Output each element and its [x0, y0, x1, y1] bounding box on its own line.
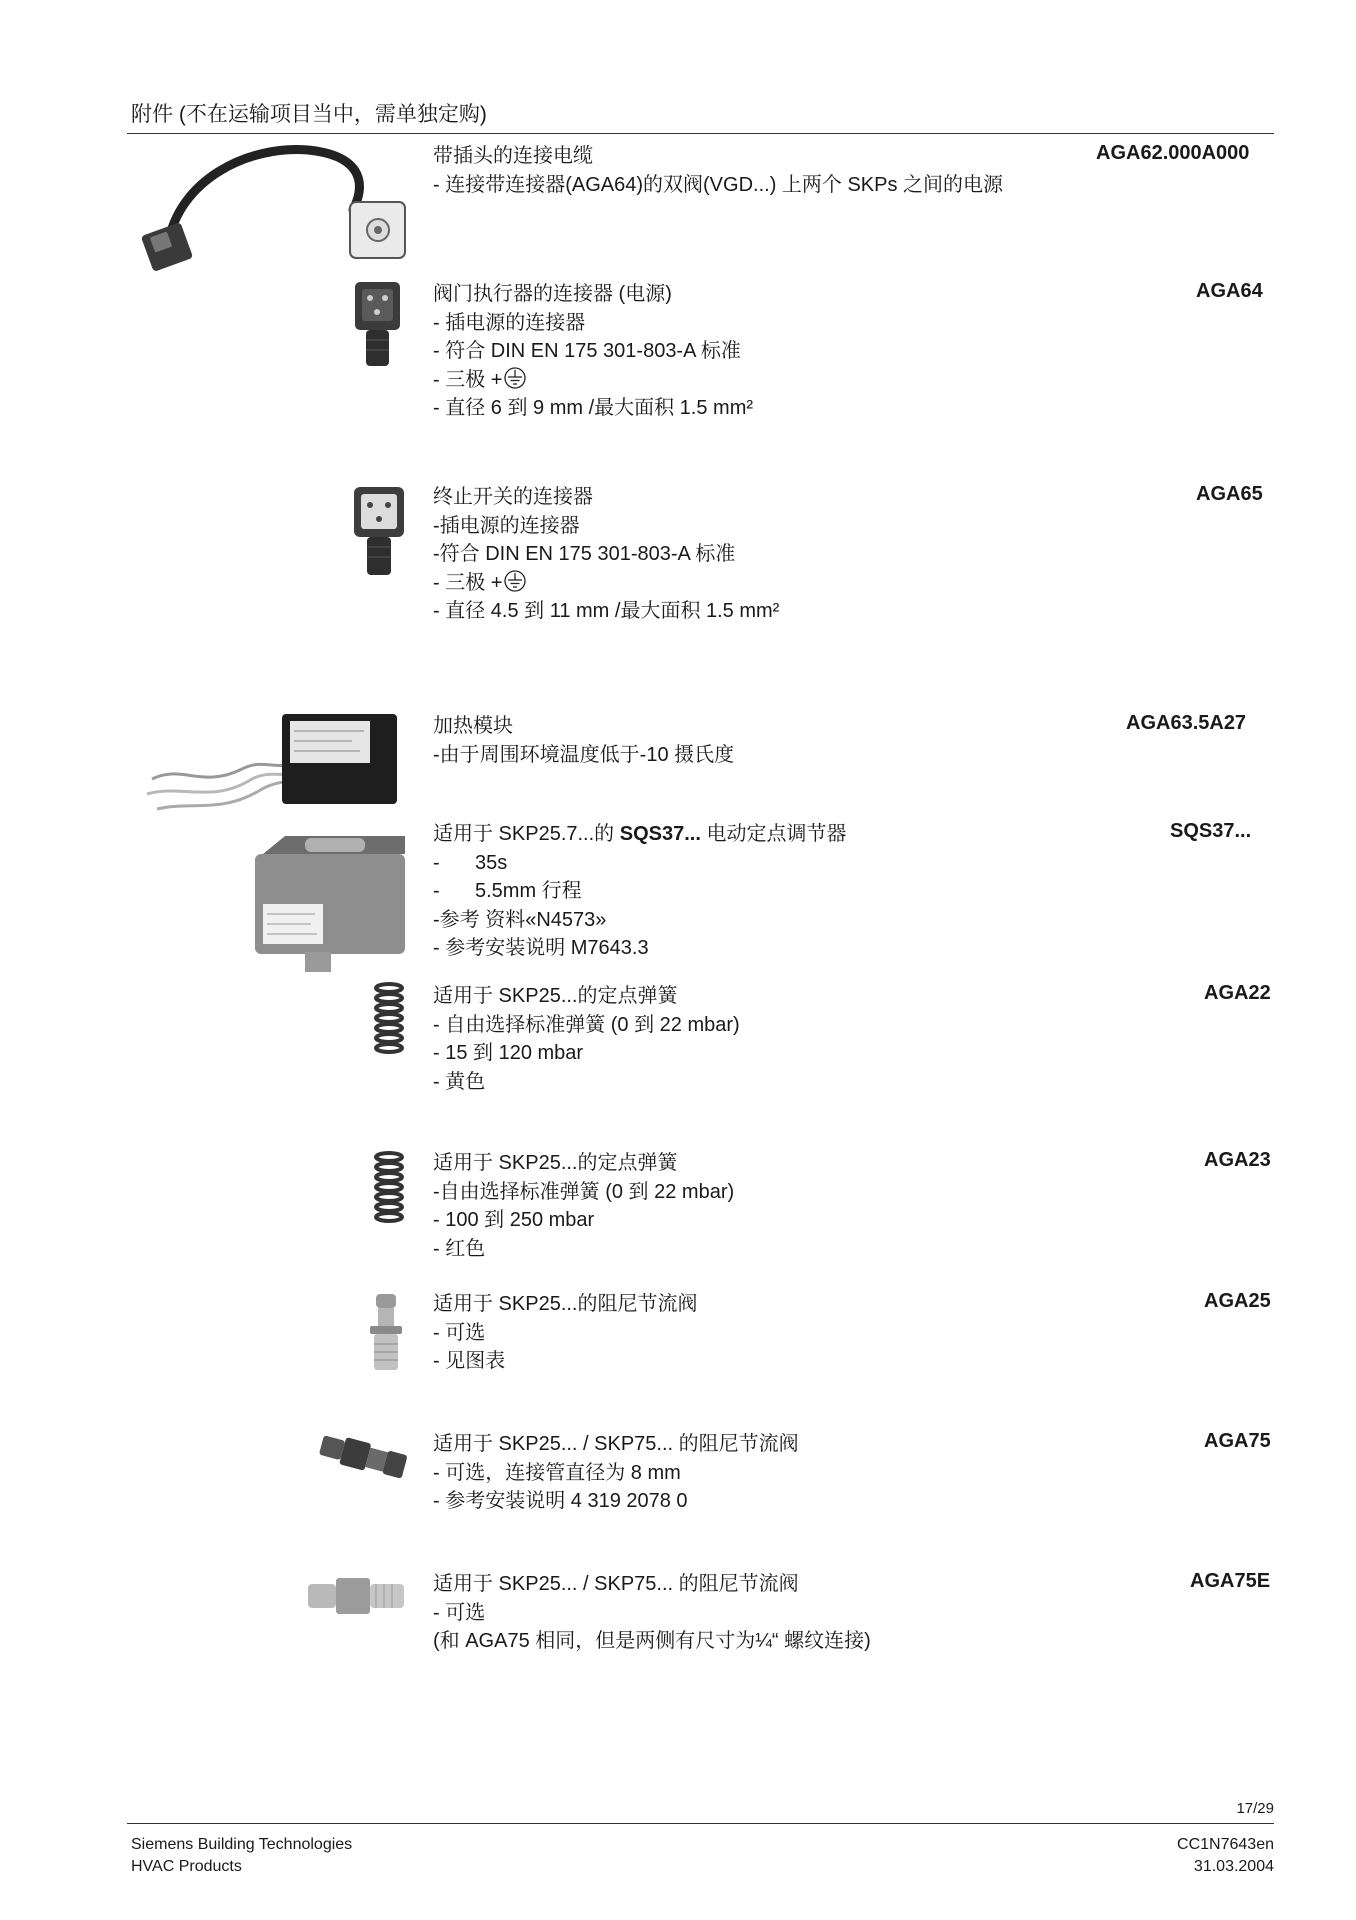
spring-yellow-image: [372, 982, 406, 1060]
item-detail: - 可选，连接管直径为 8 mm: [433, 1461, 681, 1484]
item-title: 适用于 SKP25... / SKP75... 的阻尼节流阀: [433, 1573, 799, 1595]
item-title: [433, 820, 846, 849]
item-detail: -由于周围环境温度低于-10 摄氏度: [433, 743, 735, 766]
footer-right: [1177, 1834, 1274, 1878]
sqs37-actuator-image: [245, 834, 410, 976]
footer-doc-id: CC1N7643en: [1177, 1836, 1274, 1853]
item-detail: - 15 到 120 mbar: [433, 1042, 584, 1064]
item-detail: - 符合 DIN EN 175 301-803-A 标准: [433, 340, 741, 362]
item-code: AGA64: [1196, 280, 1263, 302]
item-detail: 35s: [475, 851, 508, 874]
item-detail-poles: [433, 569, 779, 598]
item-title: 终止开关的连接器: [433, 486, 593, 508]
item-code: AGA75E: [1190, 1570, 1271, 1592]
item-detail: - 黄色: [433, 1070, 486, 1093]
connector-aga64-image: [350, 280, 405, 370]
item-title: 适用于 SKP25...的定点弹簧: [433, 985, 678, 1007]
footer-division: HVAC Products: [131, 1858, 242, 1875]
earth-ground-icon: [504, 367, 526, 389]
item-detail-bullet: [433, 849, 846, 878]
item-detail: -自由选择标准弹簧 (0 到 22 mbar): [433, 1180, 735, 1203]
item-detail: -插电源的连接器: [433, 514, 580, 537]
bullet-dash: -: [433, 851, 440, 874]
item-code: AGA75: [1204, 1430, 1271, 1452]
item-detail: - 见图表: [433, 1350, 506, 1372]
item-code: AGA22: [1204, 982, 1271, 1004]
item-detail: - 红色: [433, 1237, 486, 1260]
item-detail: - 可选: [433, 1321, 486, 1344]
footer-date: 31.03.2004: [1193, 1858, 1274, 1875]
item-detail: - 直径 4.5 到 11 mm /最大面积 1.5 mm²: [433, 600, 780, 622]
item-detail: - 自由选择标准弹簧 (0 到 22 mbar): [433, 1013, 740, 1036]
bullet-dash: -: [433, 880, 440, 902]
item-detail: - 参考安装说明 M7643.3: [433, 937, 649, 959]
item-detail-bullet: [433, 877, 846, 906]
page-number: 17/29: [1236, 1800, 1274, 1817]
item-code: AGA62.000A000: [1096, 142, 1250, 164]
item-detail: - 连接带连接器(AGA64)的双阀(VGD...) 上两个 SKPs 之间的电源: [433, 173, 1004, 196]
item-title-suffix: 电动定点调节器: [700, 823, 847, 845]
item-code: AGA25: [1204, 1290, 1271, 1312]
footer-company: Siemens Building Technologies: [131, 1836, 353, 1853]
item-title: 加热模块: [433, 715, 513, 737]
item-detail: -符合 DIN EN 175 301-803-A 标准: [433, 543, 736, 565]
item-detail: - 100 到 250 mbar: [433, 1209, 595, 1231]
item-title: 适用于 SKP25...的定点弹簧: [433, 1152, 678, 1174]
item-detail: (和 AGA75 相同，但是两侧有尺寸为¼“ 螺纹连接): [433, 1630, 871, 1652]
item-detail: - 参考安装说明 4 319 2078 0: [433, 1490, 688, 1512]
connection-cable-image: [138, 140, 413, 275]
item-detail: - 插电源的连接器: [433, 311, 586, 334]
item-code: SQS37...: [1170, 820, 1252, 842]
item-detail: - 三极 +: [433, 368, 503, 391]
header-divider: [127, 133, 1274, 134]
page-header-title: 附件 (不在运输项目当中，需单独定购): [131, 103, 487, 126]
item-code: AGA23: [1204, 1149, 1271, 1171]
footer-left: [131, 1834, 352, 1878]
item-detail: - 直径 6 到 9 mm /最大面积 1.5 mm²: [433, 397, 754, 419]
item-detail-poles: [433, 366, 753, 395]
item-detail: - 三极 +: [433, 571, 503, 594]
throttle-valve-aga75e-image: [306, 1570, 408, 1622]
connector-aga65-image: [350, 485, 408, 577]
item-title-prefix: 适用于 SKP25.7...的: [433, 823, 620, 845]
item-detail: 5.5mm 行程: [475, 880, 582, 902]
item-title: 带插头的连接电缆: [433, 145, 593, 167]
item-detail: -参考 资料«N4573»: [433, 908, 607, 931]
item-title-bold: SQS37...: [619, 823, 701, 845]
item-title: 适用于 SKP25... / SKP75... 的阻尼节流阀: [433, 1433, 799, 1455]
item-detail: - 可选: [433, 1601, 486, 1624]
spring-red-image: [372, 1151, 406, 1229]
earth-ground-icon: [504, 570, 526, 592]
item-title: 适用于 SKP25...的阻尼节流阀: [433, 1293, 698, 1315]
item-code: AGA65: [1196, 483, 1263, 505]
footer-divider: [127, 1823, 1274, 1824]
item-title: 阀门执行器的连接器 (电源): [433, 283, 672, 305]
heating-module-image: [142, 709, 407, 819]
throttle-valve-aga25-image: [364, 1292, 408, 1372]
throttle-valve-aga75-image: [318, 1430, 408, 1482]
item-code: AGA63.5A27: [1126, 712, 1247, 734]
